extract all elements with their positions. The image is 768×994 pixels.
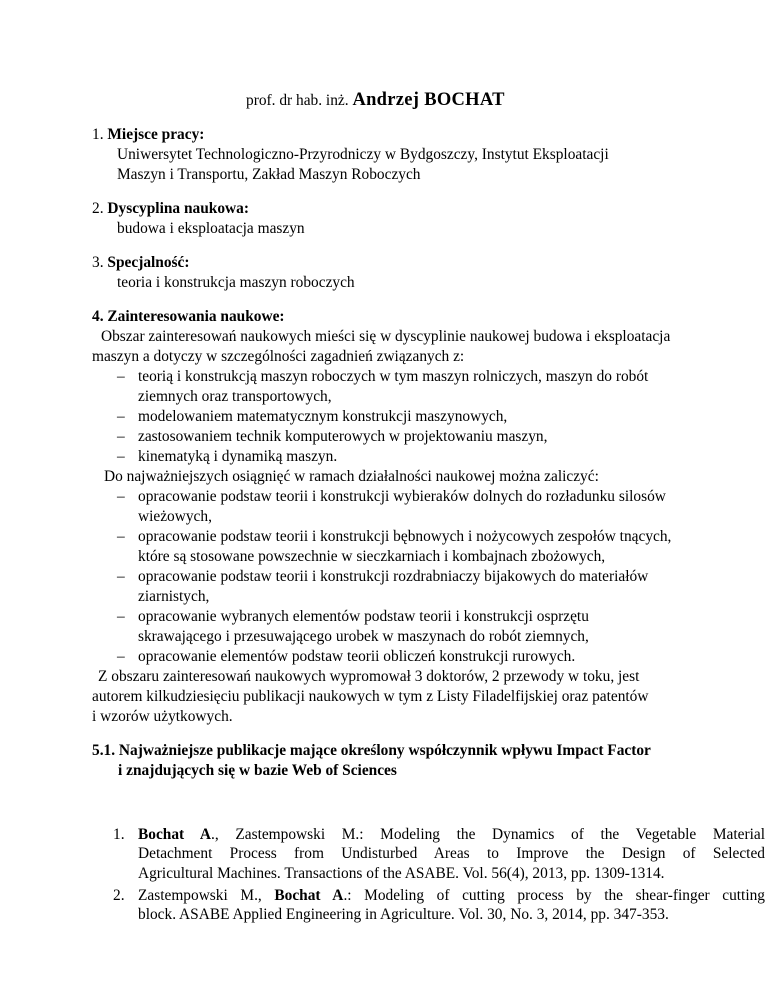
interest-item: modelowaniem matematycznym konstrukcji maszynowych, (138, 408, 508, 425)
section-4-outro-line: Z obszaru zainteresowań naukowych wypromował 3 doktorów, 2 przewody w toku, jest (98, 668, 640, 685)
publication-line: block. ASABE Applied Engineering in Agriculture. Vol. 30, No. 3, 2014, pp. 347-353. (138, 906, 669, 924)
author-header (246, 91, 505, 110)
achievement-item-cont: skrawającego i przesuwającego urobek w maszynach do robót ziemnych, (138, 628, 589, 645)
section-3-number: 3. (92, 254, 104, 271)
section-1-heading (92, 127, 204, 142)
achievement-item: opracowanie wybranych elementów podstaw teorii i konstrukcji osprzętu (138, 608, 589, 625)
achievement-item: opracowanie podstaw teorii i konstrukcji rozdrabniaczy bijakowych do materiałów (138, 568, 649, 585)
section-4-heading: 4. Zainteresowania naukowe: (92, 308, 285, 325)
dash-bullet: – (117, 568, 125, 585)
section-5-1-heading: 5.1. Najważniejsze publikacje mające określony współczynnik wpływu Impact Factor (92, 742, 651, 759)
author-name: Andrzej BOCHAT (352, 90, 505, 110)
dash-bullet: – (117, 608, 125, 625)
publication-line: Detachment Process from Undisturbed Areas to Improve the Design of Selected (138, 845, 765, 863)
section-3-heading (92, 255, 190, 270)
achievement-item-cont: ziarnistych, (138, 588, 210, 605)
achievement-item-cont: które są stosowane powszechnie w sieczkarniach i kombajnach zbożowych, (138, 548, 606, 565)
section-1-title: Miejsce pracy: (107, 126, 205, 143)
dash-bullet: – (117, 368, 125, 385)
section-4-intro-line: maszyn a dotyczy w szczególności zagadnień związanych z: (92, 348, 465, 365)
dash-bullet: – (117, 488, 125, 505)
publication-author-bold: Bochat A (138, 826, 212, 843)
section-2-heading (92, 201, 249, 216)
section-2-text: budowa i eksploatacja maszyn (117, 220, 305, 237)
dash-bullet: – (117, 528, 125, 545)
author-title-prefix: prof. dr hab. inż. (246, 92, 349, 109)
section-4-outro-line: i wzorów użytkowych. (92, 708, 233, 725)
dash-bullet: – (117, 408, 125, 425)
publication-first-line-rest: ., Zastempowski M.: Modeling the Dynamics of the Vegetable Material (211, 826, 765, 843)
publication-number: 2. (113, 887, 125, 904)
interest-item: teorią i konstrukcją maszyn roboczych w tym maszyn rolniczych, maszyn do robót (138, 368, 649, 385)
achievements-intro: Do najważniejszych osiągnięć w ramach działalności naukowej można zaliczyć: (104, 468, 599, 485)
dash-bullet: – (117, 428, 125, 445)
section-3-title: Specjalność: (107, 254, 190, 271)
achievement-item: opracowanie elementów podstaw teorii obliczeń konstrukcji rurowych. (138, 648, 576, 665)
section-1-number: 1. (92, 126, 104, 143)
publication-line (138, 827, 765, 842)
section-1-line: Maszyn i Transportu, Zakład Maszyn Roboczych (117, 166, 421, 183)
section-2-number: 2. (92, 200, 104, 217)
publication-author-bold: Bochat A (274, 887, 344, 904)
dash-bullet: – (117, 448, 125, 465)
achievement-item-cont: wieżowych, (138, 508, 212, 525)
section-2-title: Dyscyplina naukowa: (107, 200, 249, 217)
publication-line: Agricultural Machines. Transactions of the ASABE. Vol. 56(4), 2013, pp. 1309-1314. (138, 864, 665, 882)
interest-item-cont: ziemnych oraz transportowych, (138, 388, 332, 405)
section-1-line: Uniwersytet Technologiczno-Przyrodniczy w Bydgoszczy, Instytut Eksploatacji (117, 146, 609, 163)
publication-item (138, 888, 765, 923)
publication-item (138, 827, 765, 881)
achievement-item: opracowanie podstaw teorii i konstrukcji bębnowych i nożycowych zespołów tnących, (138, 528, 672, 545)
section-4-intro-line: Obszar zainteresowań naukowych mieści się w dyscyplinie naukowej budowa i eksploatacja (101, 328, 671, 345)
section-5-1-heading-cont: i znajdujących się w bazie Web of Sciences (118, 762, 397, 779)
interest-item: kinematyką i dynamiką maszyn. (138, 448, 338, 465)
publication-number: 1. (113, 826, 125, 843)
dash-bullet: – (117, 648, 125, 665)
publication-coauthor: Zastempowski M., (138, 887, 275, 904)
section-3-text: teoria i konstrukcja maszyn roboczych (117, 274, 355, 291)
publication-first-line-rest: .: Modeling of cutting process by the shear-finger cutting (343, 887, 766, 904)
publication-line (138, 888, 765, 903)
achievement-item: opracowanie podstaw teorii i konstrukcji wybieraków dolnych do rozładunku silosów (138, 488, 666, 505)
section-4-outro-line: autorem kilkudziesięciu publikacji naukowych w tym z Listy Filadelfijskiej oraz patentów (92, 688, 649, 705)
interest-item: zastosowaniem technik komputerowych w projektowaniu maszyn, (138, 428, 548, 445)
